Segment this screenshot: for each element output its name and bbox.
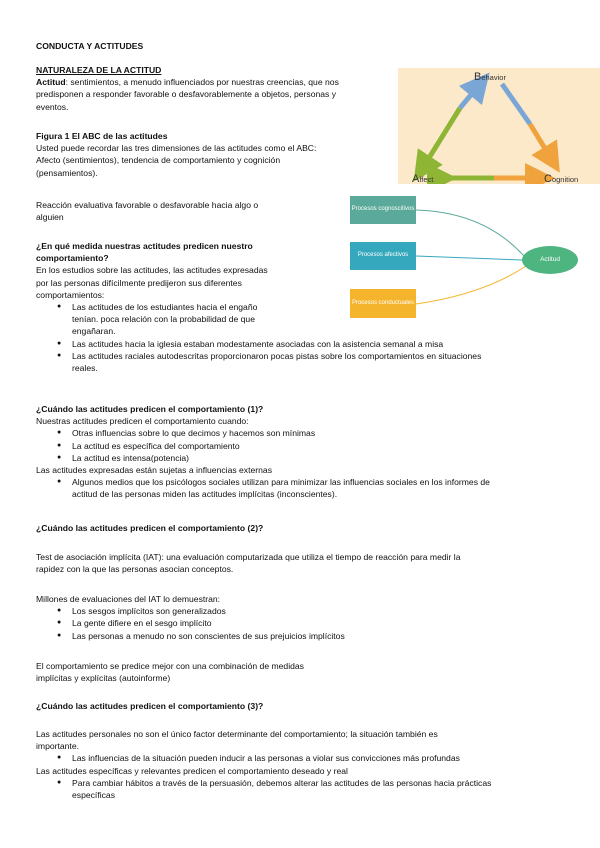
q2-title: ¿Cuándo las actitudes predicen el comportamiento (1)? xyxy=(36,404,264,414)
predicted-text: El comportamiento se predice mejor con una combinación de medidas implícitas y explícitas (autoinforme) xyxy=(36,661,304,684)
figure-title: Figura 1 El ABC de las actitudes xyxy=(36,131,168,141)
situation-section: Las actitudes personales no son el único factor determinante del comportamiento; la situación también es importante. ● Las influencias de la situación pueden inducir a las personas a violar sus convicciones más profundas Las actitudes específicas y relevantes predicen el comportamiento deseado y real ● Para cambiar hábitos a través de la persuasión, debemos alterar las actitudes de las personas hacia prácticas específicas xyxy=(36,728,576,801)
reaction-text: Reacción evaluativa favorable o desfavorable hacia algo o alguien xyxy=(36,200,259,223)
abc-triangle-svg xyxy=(398,68,600,184)
list-item: ● Las personas a menudo no son conscientes de sus prejuicios implícitos xyxy=(36,630,576,642)
iat-findings: Millones de evaluaciones del IAT lo demuestran: ● Los sesgos implícitos son generalizados ● La gente difiere en el sesgo implícito ● Las personas a menudo no son conscientes de sus prejuicios implícitos xyxy=(36,593,576,642)
affective-process-box: Procesos afectivos xyxy=(350,242,416,270)
q2-section: ¿Cuándo las actitudes predicen el comportamiento (1)? Nuestras actitudes predicen el comportamiento cuando: ● Otras influencias sobre lo que decimos y hacemos son mínimas ● La actitud es específica del comportamiento ● La actitud es intensa(potencia) Las actitudes expresadas están sujetas a influencias externas ● Algunos medios que los psicólogos sociales utilizan para minimizar las influencias sociales en los informes de actitud de las personas miden las actitudes implícitas (inconscientes). xyxy=(36,403,576,501)
q3-section xyxy=(36,522,576,534)
process-flow-diagram xyxy=(344,194,600,322)
doc-title: CONDUCTA Y ACTITUDES xyxy=(36,41,144,51)
nature-section: NATURALEZA DE LA ACTITUD Actitud: sentimientos, a menudo influenciados por nuestras creencias, que nos predisponen a responder favorable o desfavorablemente a objetos, personas y eventos. xyxy=(36,64,396,113)
cognition-label: Cognition xyxy=(544,173,579,184)
q1-title: ¿En qué medida nuestras actitudes predicen nuestro xyxy=(36,241,253,251)
behavioral-process-box: Procesos conductuales xyxy=(350,289,416,318)
q4-section xyxy=(36,700,576,712)
q3-title: ¿Cuándo las actitudes predicen el comportamiento (2)? xyxy=(36,523,264,533)
actitud-label: Actitud xyxy=(36,77,66,88)
list-item: ● Las actitudes de los estudiantes hacia el engaño tenían. poca relación con la probabilidad de que engañaran. xyxy=(36,301,576,338)
behavior-cognition-line xyxy=(502,84,530,124)
list-item: ● La actitud es intensa(potencia) xyxy=(36,452,576,464)
to-cognition-arrow xyxy=(530,124,552,160)
list-item: ● Para cambiar hábitos a través de la persuasión, debemos alterar las actitudes de las personas hacia prácticas específicas xyxy=(36,777,576,801)
iat-definition: Test de asociación implícita (IAT): una evaluación computarizada que utiliza el tiempo de reacción para medir la rapidez con la que las personas asocian conceptos. xyxy=(36,552,461,575)
cognitive-process-box: Procesos cognoscitivos xyxy=(350,196,416,224)
behavior-label: Behavior xyxy=(474,71,506,83)
abc-diagram xyxy=(398,68,600,184)
list-item: ● Las influencias de la situación pueden inducir a las personas a violar sus convicciones más profundas xyxy=(36,752,576,764)
to-behavior-arrow xyxy=(460,84,480,108)
section-heading: NATURALEZA DE LA ACTITUD xyxy=(36,65,162,75)
affect-behavior-line xyxy=(424,108,460,166)
list-item: ● Algunos medios que los psicólogos sociales utilizan para minimizar las influencias sociales en los informes de actitud de las personas miden las actitudes implícitas (inconscientes). xyxy=(36,476,576,500)
list-item: ● La actitud es específica del comportamiento xyxy=(36,440,576,452)
figure-caption: Figura 1 El ABC de las actitudes Usted puede recordar las tres dimensiones de las actitudes como el ABC: Afecto (sentimientos), tendencia de comportamiento y cognición (pensamientos). xyxy=(36,130,396,179)
list-item: ● Otras influencias sobre lo que decimos y hacemos son mínimas xyxy=(36,427,576,439)
attitude-definition: Actitud: sentimientos, a menudo influenciados por nuestras creencias, que nos xyxy=(36,77,339,88)
list-item: ● La gente difiere en el sesgo implícito xyxy=(36,617,576,629)
to-affect-arrow xyxy=(422,166,424,169)
cognitive-connector xyxy=(416,210,524,256)
affect-label: Affect xyxy=(412,173,434,184)
list-item: ● Las actitudes raciales autodescritas proporcionaron pocas pistas sobre los comportamientos en situaciones reales. xyxy=(36,350,576,374)
q4-title: ¿Cuándo las actitudes predicen el comportamiento (3)? xyxy=(36,701,264,711)
behavioral-connector xyxy=(416,266,526,304)
list-item: ● Los sesgos implícitos son generalizados xyxy=(36,605,576,617)
attitude-circle: Actitud xyxy=(522,246,578,274)
affective-connector xyxy=(416,256,522,260)
q1-section: ¿En qué medida nuestras actitudes predicen nuestro comportamiento? En los estudios sobre las actitudes, las actitudes expresadas por las personas difícilmente predijeron sus diferentes comportamientos: ● Las actitudes de los estudiantes hacia el engaño tenían. poca relación con la probabilidad de que engañaran. ● Las actitudes hacia la iglesia estaban modestamente asociadas con la asistencia semanal a misa ● Las actitudes raciales autodescritas proporcionaron pocas pistas sobre los comportamientos en situaciones reales. xyxy=(36,240,576,374)
list-item: ● Las actitudes hacia la iglesia estaban modestamente asociadas con la asistencia semanal a misa xyxy=(36,338,576,350)
